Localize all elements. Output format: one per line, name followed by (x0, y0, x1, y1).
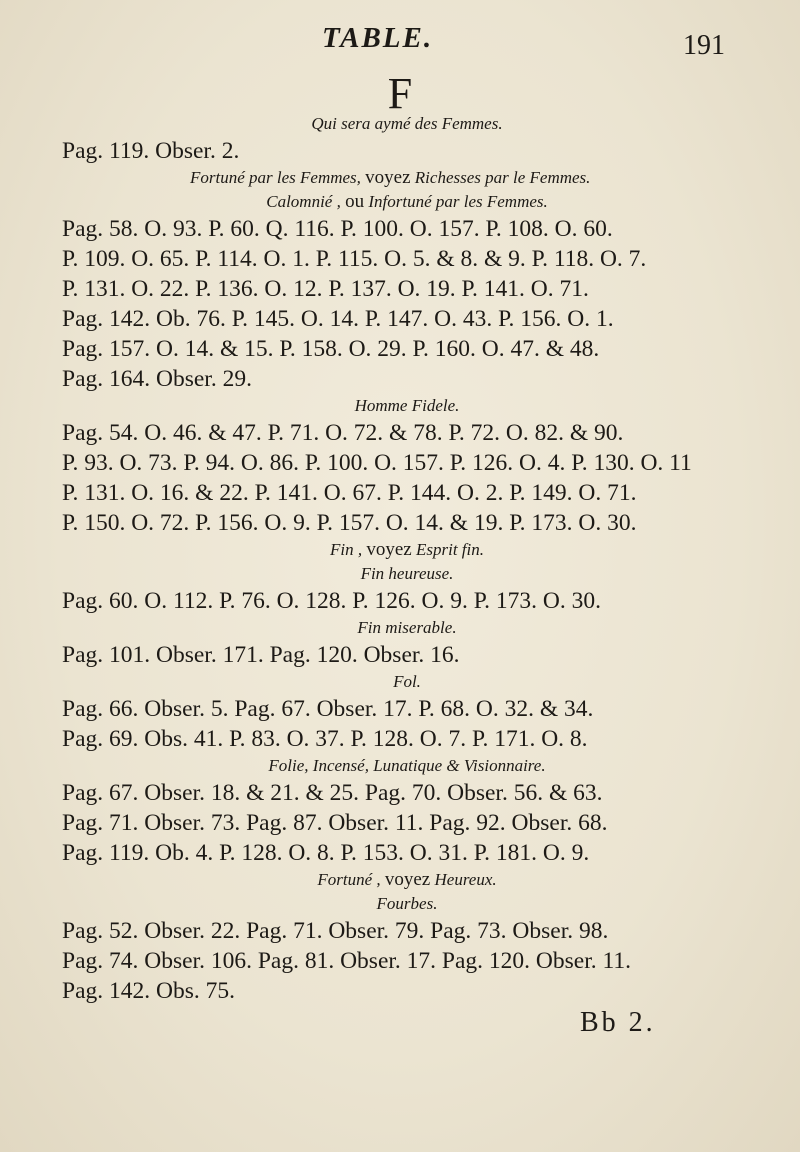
index-line: Pag. 157. O. 14. & 15. P. 158. O. 29. P. 160. O. 47. & 48. (62, 336, 600, 362)
index-line: Pag. 52. Obser. 22. Pag. 71. Obser. 79. Pag. 73. Obser. 98. (62, 918, 609, 944)
index-line: Pag. 69. Obs. 41. P. 83. O. 37. P. 128. O. 7. P. 171. O. 8. (62, 726, 588, 752)
index-subject: Homme Fidele. (354, 396, 460, 415)
index-line: Pag. 119. Obser. 2. (62, 138, 240, 164)
index-body (62, 112, 752, 1006)
index-line: P. 131. O. 22. P. 136. O. 12. P. 137. O. 19. P. 141. O. 71. (62, 276, 589, 302)
signature-mark: Bb 2. (580, 1007, 656, 1038)
index-line: Pag. 142. Ob. 76. P. 145. O. 14. P. 147. O. 43. P. 156. O. 1. (62, 306, 614, 332)
running-title: TABLE. (322, 22, 434, 54)
index-subject: Fin heureuse. (360, 564, 454, 583)
index-subject: Calomnié , ou Infortuné par les Femmes. (266, 191, 548, 212)
section-letter: F (387, 69, 413, 118)
index-line: Pag. 119. Ob. 4. P. 128. O. 8. P. 153. O. 31. P. 181. O. 9. (62, 840, 590, 866)
page-number: 191 (683, 30, 725, 61)
index-line: P. 150. O. 72. P. 156. O. 9. P. 157. O. 14. & 19. P. 173. O. 30. (62, 510, 637, 536)
index-subject: Fin , voyez Esprit fin. (330, 539, 484, 560)
index-subject: Fortuné , voyez Heureux. (317, 869, 497, 890)
index-subject: Fortuné par les Femmes, voyez Richesses par le Femmes. (190, 167, 591, 188)
index-line: Pag. 71. Obser. 73. Pag. 87. Obser. 11. Pag. 92. Obser. 68. (62, 810, 608, 836)
index-line: Pag. 58. O. 93. P. 60. Q. 116. P. 100. O. 157. P. 108. O. 60. (62, 216, 613, 242)
index-subject: Fol. (393, 672, 421, 691)
index-line: P. 93. O. 73. P. 94. O. 86. P. 100. O. 157. P. 126. O. 4. P. 130. O. 11 (62, 450, 692, 476)
running-header (0, 22, 800, 62)
index-line: Pag. 66. Obser. 5. Pag. 67. Obser. 17. P. 68. O. 32. & 34. (62, 696, 594, 722)
index-line: Pag. 164. Obser. 29. (62, 366, 252, 392)
index-subject: Fourbes. (376, 894, 438, 913)
index-line: Pag. 60. O. 112. P. 76. O. 128. P. 126. O. 9. P. 173. O. 30. (62, 588, 602, 614)
index-subject: Fin miserable. (357, 618, 457, 637)
index-line: P. 109. O. 65. P. 114. O. 1. P. 115. O. 5. & 8. & 9. P. 118. O. 7. (62, 246, 647, 272)
index-line: P. 131. O. 16. & 22. P. 141. O. 67. P. 144. O. 2. P. 149. O. 71. (62, 480, 637, 506)
index-subject: Folie, Incensé, Lunatique & Visionnaire. (268, 756, 546, 775)
index-line: Pag. 67. Obser. 18. & 21. & 25. Pag. 70. Obser. 56. & 63. (62, 780, 603, 806)
index-subject: Qui sera aymé des Femmes. (311, 114, 503, 133)
index-line: Pag. 54. O. 46. & 47. P. 71. O. 72. & 78. P. 72. O. 82. & 90. (62, 420, 624, 446)
index-line: Pag. 101. Obser. 171. Pag. 120. Obser. 16. (62, 642, 460, 668)
index-line: Pag. 74. Obser. 106. Pag. 81. Obser. 17. Pag. 120. Obser. 11. (62, 948, 631, 974)
index-line: Pag. 142. Obs. 75. (62, 978, 235, 1004)
